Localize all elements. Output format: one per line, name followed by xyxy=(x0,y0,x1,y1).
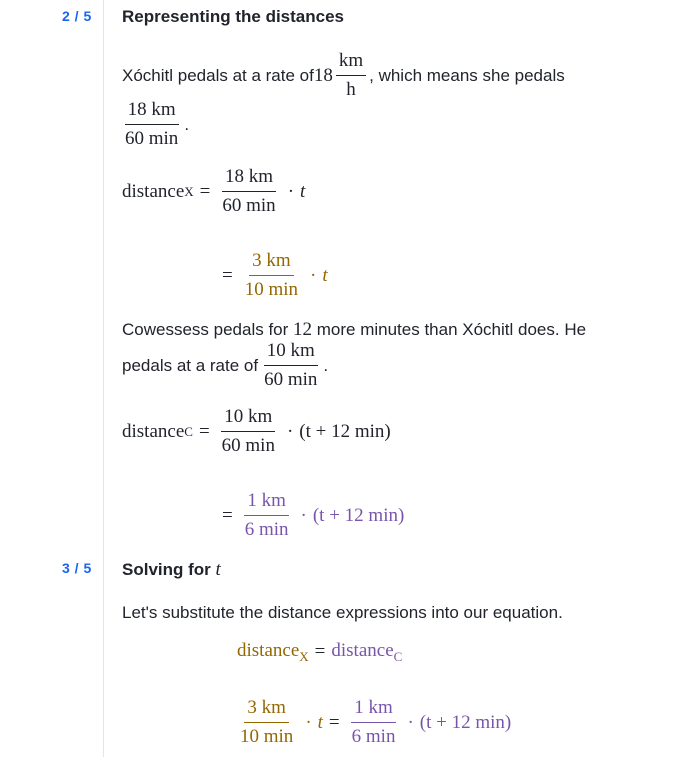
distance-c-equation xyxy=(122,406,391,458)
unit-denominator: h xyxy=(346,78,356,100)
lhs-distance: distance xyxy=(122,180,185,202)
equals-sign: = xyxy=(222,504,233,526)
equals-sign: = xyxy=(328,711,340,733)
intro-fraction-numerator: 18 km xyxy=(125,99,179,125)
equals-sign: = xyxy=(199,180,211,202)
lhs-subscript: C xyxy=(184,423,193,439)
time-expression: (t + 12 min) xyxy=(299,420,391,442)
rate-unit-fraction xyxy=(336,50,366,102)
rate-fraction xyxy=(219,166,278,218)
cow-rate-fraction xyxy=(261,340,320,392)
distance-x-term xyxy=(237,640,309,665)
term-subscript: X xyxy=(299,648,309,664)
simplified-numerator: 3 km xyxy=(249,250,294,276)
substitute-paragraph: Let's substitute the distance expressions into our equation. xyxy=(122,603,563,622)
cowessess-rate-line xyxy=(122,340,328,392)
variable-t: t xyxy=(322,264,328,286)
x-denominator: 10 min xyxy=(240,725,294,747)
lhs-subscript: X xyxy=(184,183,194,199)
equals-sign: = xyxy=(222,264,233,286)
simplified-denominator: 10 min xyxy=(244,278,299,300)
c-fraction xyxy=(349,697,399,749)
step-title-text: Solving for xyxy=(122,560,216,579)
intro-text-b: , which means she pedals xyxy=(369,65,565,85)
intro-text-a: Xóchitl pedals at a rate of xyxy=(122,65,314,85)
distance-c-term xyxy=(331,640,402,665)
unit-numerator: km xyxy=(336,50,366,76)
simplified-fraction xyxy=(242,250,301,302)
simplified-fraction xyxy=(242,490,292,542)
rate-fraction xyxy=(219,406,278,458)
intro-period: . xyxy=(184,114,190,134)
equals-sign: = xyxy=(314,641,326,663)
cow-text-a: Cowessess pedals for xyxy=(122,320,294,339)
times-sign: · xyxy=(300,504,307,526)
cow-period: . xyxy=(323,355,329,375)
cow-text-c: pedals at a rate of xyxy=(122,355,259,375)
rate-value: 18 xyxy=(313,64,333,86)
substituted-equation xyxy=(234,697,511,749)
times-sign: · xyxy=(305,711,312,733)
rate-denominator: 60 min xyxy=(221,434,275,456)
rate-numerator: 10 km xyxy=(221,406,275,432)
lhs-distance: distance xyxy=(122,420,185,442)
intro-fraction-denominator: 60 min xyxy=(125,127,179,149)
c-denominator: 6 min xyxy=(351,725,396,747)
rate-denominator: 60 min xyxy=(222,194,276,216)
times-sign: · xyxy=(310,264,317,286)
simplified-denominator: 6 min xyxy=(244,518,289,540)
time-expression: (t + 12 min) xyxy=(312,504,405,526)
variable-t: t xyxy=(300,180,306,202)
cowessess-paragraph xyxy=(122,319,586,341)
distance-c-simplified xyxy=(216,490,404,542)
step-number: 3 / 5 xyxy=(62,560,92,576)
step-rail xyxy=(103,0,104,757)
times-sign: · xyxy=(407,711,414,733)
times-sign: · xyxy=(286,420,294,442)
term-word: distance xyxy=(331,640,394,661)
step-title: Representing the distances xyxy=(122,7,345,26)
simplified-numerator: 1 km xyxy=(244,490,289,516)
intro-fraction xyxy=(122,99,181,151)
distance-equality xyxy=(237,640,402,665)
cow-text-b: more minutes than Xóchitl does. He xyxy=(312,320,587,339)
term-word: distance xyxy=(237,640,300,661)
equals-sign: = xyxy=(198,420,210,442)
x-numerator: 3 km xyxy=(244,697,289,723)
variable-t: t xyxy=(317,711,323,733)
time-expression: (t + 12 min) xyxy=(419,711,512,733)
cow-minutes: 12 xyxy=(293,319,313,340)
distance-x-simplified xyxy=(216,250,328,302)
cow-rate-denominator: 60 min xyxy=(264,368,318,390)
c-numerator: 1 km xyxy=(351,697,396,723)
cow-rate-numerator: 10 km xyxy=(264,340,318,366)
step-title xyxy=(122,559,221,581)
distance-x-equation xyxy=(122,166,305,218)
term-subscript: C xyxy=(393,648,403,664)
x-fraction xyxy=(237,697,296,749)
step-number: 2 / 5 xyxy=(62,8,92,24)
rate-numerator: 18 km xyxy=(222,166,276,192)
intro-paragraph xyxy=(122,50,565,102)
intro-fraction-line xyxy=(122,99,189,151)
variable-t: t xyxy=(215,559,221,580)
times-sign: · xyxy=(287,180,295,202)
